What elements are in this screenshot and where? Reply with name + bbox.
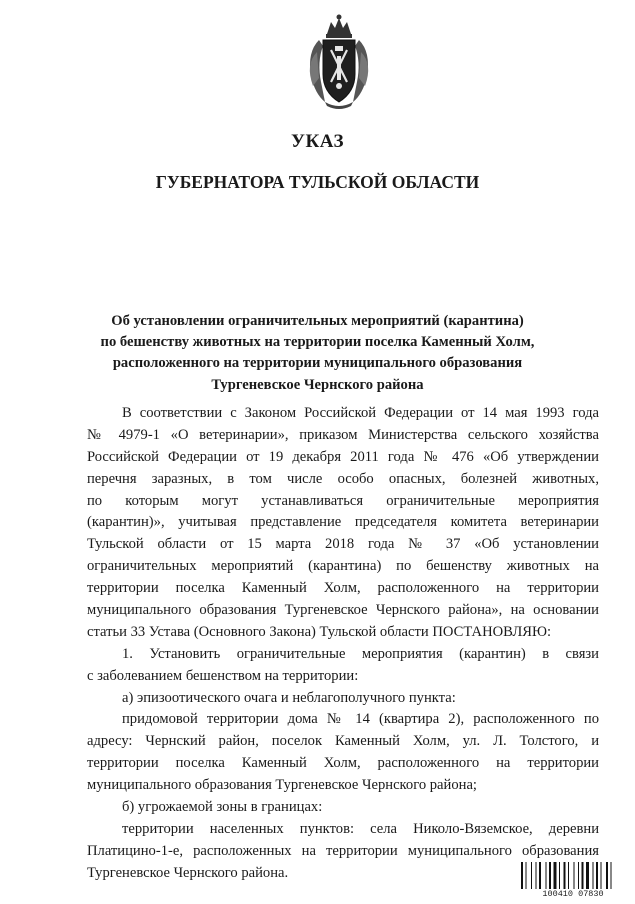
body-line: статьи 33 Устава (Основного Закона) Тульской области ПОСТАНОВЛЯЮ: (87, 623, 552, 640)
body-line: территории поселка Каменный Холм, расположенного на территории (87, 580, 599, 597)
subclause-a-heading: а) эпизоотического очага и неблагополучного пункта: (122, 689, 456, 706)
subject-line: по бешенству животных на территории поселка Каменный Холм, (100, 334, 535, 351)
tula-oblast-coat-of-arms-icon (301, 12, 377, 110)
decree-subject (80, 311, 555, 396)
body-line: (карантин)», учитывая представление председателя комитета ветеринарии (87, 514, 599, 531)
subject-line: Тургеневское Чернского района (211, 376, 424, 393)
subclause-b-line: Платицино-1-е, расположенных на территории муниципального образования (87, 842, 599, 859)
subclause-a-line: адресу: Чернский район, поселок Каменный Холм, ул. Л. Толстого, и (87, 733, 599, 750)
body-line: Тульской области от 15 марта 2018 года № 37 «Об установлении (87, 536, 599, 553)
barcode-number: 100410 07830 (519, 889, 627, 900)
body-line: муниципального образования Тургеневское Чернского района», на основании (87, 602, 599, 619)
subclause-b-line: территории населенных пунктов: села Николо-Вяземское, деревни (122, 820, 599, 837)
body-line: В соответствии с Законом Российской Федерации от 14 мая 1993 года (122, 405, 599, 421)
subclause-a-line: муниципального образования Тургеневское Чернского района; (87, 777, 477, 794)
subject-line: расположенного на территории муниципального образования (112, 355, 523, 372)
clause-1-line: 1. Установить ограничительные мероприятия (карантин) в связи (122, 645, 599, 662)
subclause-b-heading: б) угрожаемой зоны в границах: (122, 799, 323, 816)
clause-1-line: с заболеванием бешенством на территории: (87, 667, 359, 684)
subclause-a-line: территории поселка Каменный Холм, расположенного на территории (87, 755, 599, 772)
body-line: ограничительных мероприятий (карантина) по бешенству животных на (87, 558, 599, 575)
body-line: перечня заразных, в том числе особо опасных, болезней животных, (87, 470, 599, 487)
body-line: № 4979-1 «О ветеринарии», приказом Министерства сельского хозяйства (87, 426, 599, 443)
decree-body (87, 403, 599, 885)
decree-title: УКАЗ (291, 131, 344, 152)
subject-line: Об установлении ограничительных мероприятий (карантина) (111, 313, 524, 329)
subclause-b-line: Тургеневское Чернского района. (87, 864, 289, 881)
body-line: Российской Федерации от 19 декабря 2011 года № 476 «Об утверждении (87, 448, 599, 465)
issuer-title: ГУБЕРНАТОРА ТУЛЬСКОЙ ОБЛАСТИ (155, 172, 480, 192)
body-line: по которым могут устанавливаться ограничительные мероприятия (87, 492, 599, 509)
subclause-a-line: придомовой территории дома № 14 (квартира 2), расположенного по (122, 711, 599, 728)
